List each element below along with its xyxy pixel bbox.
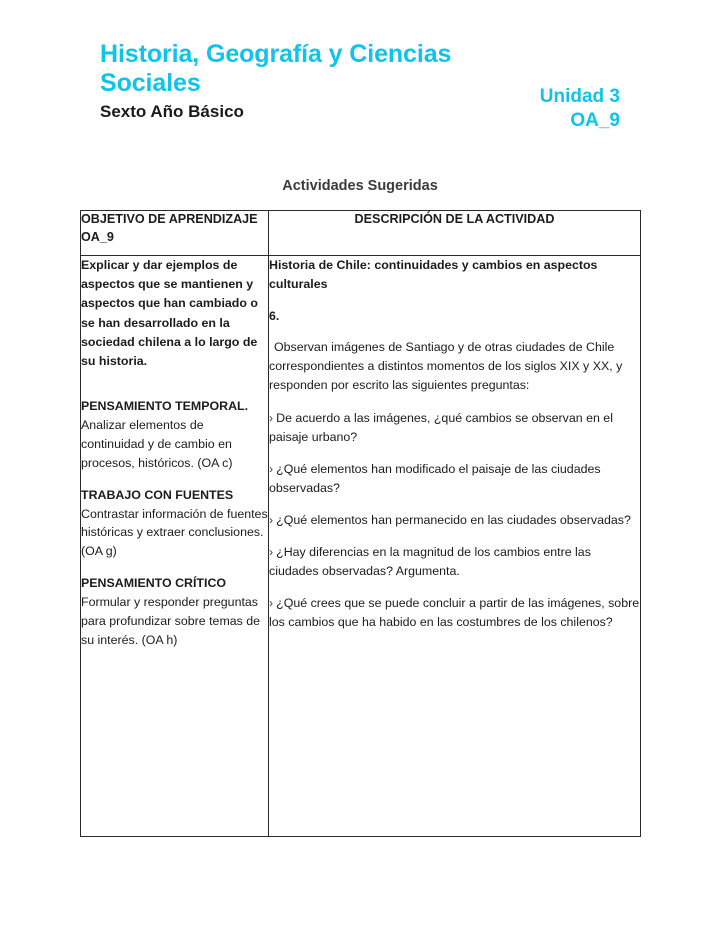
skill-item-pensamiento-critico [81,574,268,649]
question-text: De acuerdo a las imágenes, ¿qué cambios se observan en el paisaje urbano? [269,411,613,445]
skill-name: PENSAMIENTO CRÍTICO [81,576,227,591]
activity-intro-text: Observan imágenes de Santiago y de otras ciudades de Chile correspondientes a distintos momentos de los siglos XIX y XX, y responden por escrito las siguientes preguntas: [269,340,623,393]
question-text: ¿Hay diferencias en la magnitud de los cambios entre las ciudades observadas? Argumenta. [269,544,591,578]
list-item [269,511,640,530]
skill-description: Contrastar información de fuentes históricas y extraer conclusiones. (OA g) [81,506,268,559]
activity-number: 6. [269,309,280,324]
column-header-description: DESCRIPCIÓN DE LA ACTIVIDAD [269,211,641,256]
oa-code-label: OA_9 [570,110,620,132]
activities-table [80,210,641,837]
grade-level: Sexto Año Básico [100,101,244,121]
section-title: Actividades Sugeridas [282,178,438,194]
learning-objective-text: Explicar y dar ejemplos de aspectos que se mantienen y aspectos que han cambiado o se han desarrollado en la sociedad chilena a lo largo de su historia. [81,258,258,369]
chevron-right-icon: › [269,411,274,426]
skill-item-pensamiento-temporal [81,397,268,472]
chevron-right-icon: › [269,512,274,527]
list-item [269,543,640,581]
list-item [269,409,640,447]
unit-label: Unidad 3 [539,86,620,107]
table-header-row [81,211,641,256]
course-title: Historia, Geografía y Ciencias Sociales [100,40,452,98]
skill-description: Analizar elementos de continuidad y de cambio en procesos, históricos. (OA c) [81,418,233,470]
header-right-block [540,40,620,134]
cell-objective [81,256,269,837]
chevron-right-icon: › [269,544,274,559]
table-body [81,256,641,837]
question-text: ¿Qué elementos han modificado el paisaje de las ciudades observadas? [269,462,601,495]
skill-description: Formular y responder preguntas para profundizar sobre temas de su interés. (OA h) [81,594,261,647]
list-item [269,460,640,498]
question-text: ¿Qué elementos han permanecido en las ciudades observadas? [276,512,631,527]
document-header [100,40,620,134]
activity-heading: Historia de Chile: continuidades y cambios en aspectos culturales [269,258,598,291]
chevron-right-icon: › [269,595,274,610]
cell-description [269,256,641,837]
skill-name: TRABAJO CON FUENTES [81,487,234,502]
table-row [81,256,641,837]
list-item [269,594,640,632]
skill-name: PENSAMIENTO TEMPORAL. [81,399,249,414]
column-header-objective: OBJETIVO DE APRENDIZAJE OA_9 [81,211,269,256]
skill-item-trabajo-con-fuentes [81,486,268,561]
header-left-block [100,40,510,122]
question-text: ¿Qué crees que se puede concluir a partir de las imágenes, sobre los cambios que ha habido en las costumbres de los chilenos? [269,595,640,629]
chevron-right-icon: › [269,462,274,477]
table-head [81,211,641,256]
